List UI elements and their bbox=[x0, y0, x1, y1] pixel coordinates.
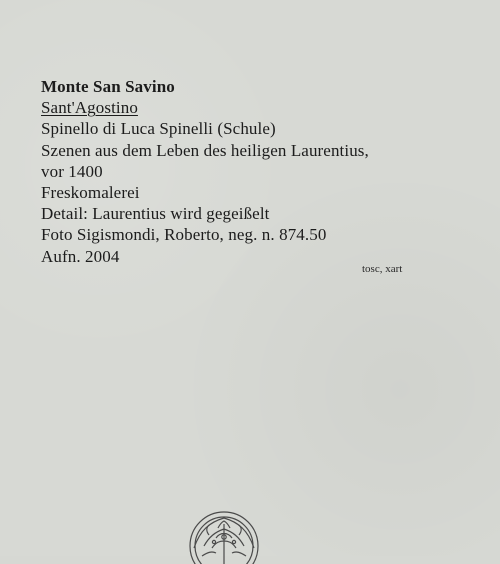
catalog-code: tosc, xart bbox=[362, 263, 403, 275]
detail-text: Detail: Laurentius wird gegeißelt bbox=[41, 204, 270, 224]
technique-text: Freskomalerei bbox=[41, 183, 140, 203]
subject-line-1: Szenen aus dem Leben des heiligen Laurentius, bbox=[41, 140, 369, 160]
photo-date: Aufn. 2004 bbox=[41, 246, 120, 266]
subject-line-2: vor 1400 bbox=[41, 161, 103, 181]
artist-name: Spinello di Luca Spinelli (Schule) bbox=[41, 119, 276, 139]
photo-credit: Foto Sigismondi, Roberto, neg. n. 874.50 bbox=[41, 225, 327, 245]
building-name: Sant'Agostino bbox=[41, 98, 138, 118]
catalog-text-block bbox=[41, 76, 441, 267]
place-title: Monte San Savino bbox=[41, 77, 175, 96]
